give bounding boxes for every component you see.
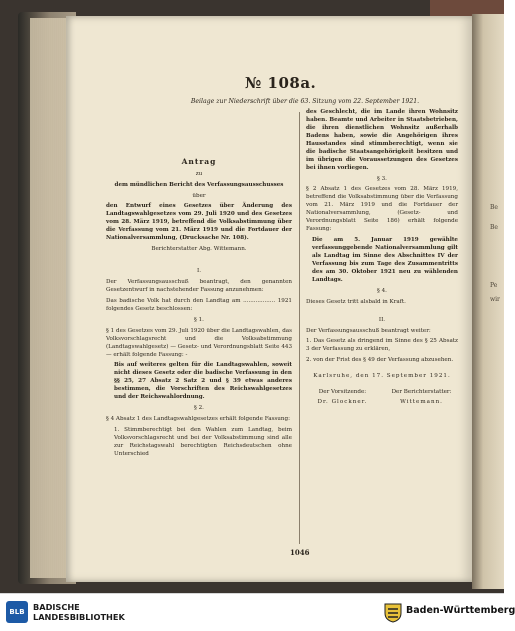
- paragraph-bold: des Geschlecht, die im Lande ihren Wohnsitz haben. Beamte und Arbeiter in Staatsbetrieben, die ihren dienstlichen Wohnsitz außerhalb Badens haben, sowie die Angehörigen ihres Hausstandes sind stimmberechtigt, wenn sie die badische Staatsangehörigkeit besitzen und im übrigen die Voraussetzungen des Gesetzes bei ihnen vorliegen.: [306, 109, 458, 171]
- facing-page-fragment: wir: [490, 296, 500, 303]
- blb-logo[interactable]: BLB: [6, 601, 28, 623]
- paragraph: Dieses Gesetz tritt alsbald in Kraft.: [306, 298, 406, 305]
- paragraph: 2. von der Frist des § 49 der Verfassung abzusehen.: [306, 357, 454, 364]
- section-II-heading: II.: [378, 316, 386, 323]
- facing-page-edge: [472, 14, 504, 589]
- document-number-title: № 108a.: [245, 74, 317, 92]
- facing-page-fragment: Pe: [490, 282, 498, 289]
- section-par2-heading: § 2.: [194, 405, 204, 412]
- facing-page-fragment: Be: [490, 224, 498, 231]
- section-par4-heading: § 4.: [377, 287, 387, 294]
- page-number: 1046: [290, 548, 310, 557]
- paragraph-bold: Bis auf weiteres gelten für die Landtagswahlen, soweit nicht dieses Gesetz oder die badische Verfassung in den §§ 25, 27 Absatz 2 Satz 2 und § 39 etwas anderes bestimmen, die Vorschriften des Reichswahlgesetzes und der Reichswahlordnung.: [114, 362, 292, 401]
- ueber-line: über: [192, 192, 206, 199]
- section-par1-heading: § 1.: [194, 316, 204, 323]
- right-text-column: [306, 109, 458, 407]
- left-text-column: [106, 113, 292, 462]
- paragraph: § 4 Absatz 1 des Landtagswahlgesetzes erhält folgende Fassung:: [106, 416, 290, 423]
- blb-library-name[interactable]: [33, 602, 153, 623]
- antrag-heading: Antrag: [181, 157, 217, 166]
- vorsitzende-label: Der Vorsitzende:: [318, 389, 367, 396]
- paragraph: § 2 Absatz 1 des Gesetzes vom 28. März 1919, betreffend die Volksabstimmung über die Verfassung vom 21. März 1919 und die Fortdauer der Nationalversammlung, (Gesetz- und Verordnungsblatt Seite 186) erhält folgende Fassung:: [306, 186, 458, 233]
- entwurf-paragraph: den Entwurf eines Gesetzes über Änderung des Landtagswahlgesetzes vom 29. Juli 1920 und des Gesetzes vom 28. März 1919, betreffend die Volksabstimmung über die Verfassung vom 21. März 1919 und die Fortdauer der Nationalversammlung, (Drucksache Nr. 108).: [106, 203, 292, 242]
- berichterstatter-label: Der Berichterstatter:: [391, 389, 452, 396]
- page-stack-edges: [30, 18, 66, 578]
- paragraph: Der Verfassungsausschuß beantragt, den genannten Gesetzentwurf in nachstehender Fassung anzunehmen:: [106, 279, 292, 293]
- facing-page-fragment: Be: [490, 204, 498, 211]
- blb-name-line1: BADISCHE: [33, 602, 80, 612]
- paragraph: § 1 des Gesetzes vom 29. Juli 1920 über die Landtagswahlen, das Volksvorschlagsrecht und die Volksabstimmung (Landtagswahlgesetz) — Gesetz- und Verordnungsblatt Seite 443 — erhält folgende Fassung: -: [106, 327, 292, 358]
- paragraph: 1. Das Gesetz als dringend im Sinne des § 25 Absatz 3 der Verfassung zu erklären,: [306, 338, 458, 353]
- signature-names: [306, 399, 458, 407]
- blb-name-line2: LANDESBIBLIOTHEK: [33, 612, 125, 623]
- vorsitzende-name: Dr. Glockner.: [317, 399, 368, 406]
- date-line: Karlsruhe, den 17. September 1921.: [313, 373, 451, 380]
- baden-wuerttemberg-crest-icon[interactable]: [382, 601, 404, 623]
- paragraph-bold: Die am 5. Januar 1919 gewählte verfassunggebende Nationalversammlung gilt als Landtag im Sinne des Abschnittes IV der Verfassung bis zum Tage des Zusammentritts des am 30. Oktober 1921 neu zu wählenden Landtags.: [312, 237, 458, 283]
- section-par3-heading: § 3.: [377, 175, 387, 182]
- beilage-subtitle: Beilage zur Niederschrift über die 63. Sitzung vom 22. September 1921.: [190, 98, 420, 105]
- paragraph: Der Verfassungsausschuß beantragt weiter:: [306, 327, 431, 334]
- zu-line: zu: [195, 170, 203, 177]
- column-divider: [299, 112, 300, 544]
- paragraph: 1. Stimmberechtigt bei den Wahlen zum Landtag, beim Volksvorschlagsrecht und bei der Volksabstimmung sind alle zur Reichstagswahl berechtigten Reichsdeutschen ohne Unterschied: [114, 427, 292, 457]
- section-I-heading: I.: [197, 268, 201, 275]
- berichterstatter-name: Wittemann.: [400, 399, 443, 406]
- bericht-line: dem mündlichen Bericht des Verfassungsausschusses: [114, 181, 284, 188]
- signature-labels: [306, 389, 458, 397]
- baden-wuerttemberg-label[interactable]: Baden-Württemberg: [406, 605, 515, 616]
- berichterstatter-line: Berichterstatter Abg. Wittemann.: [151, 246, 247, 253]
- paragraph: Das badische Volk hat durch den Landtag am .................. 1921 folgendes Gesetz beschlossen:: [106, 297, 292, 312]
